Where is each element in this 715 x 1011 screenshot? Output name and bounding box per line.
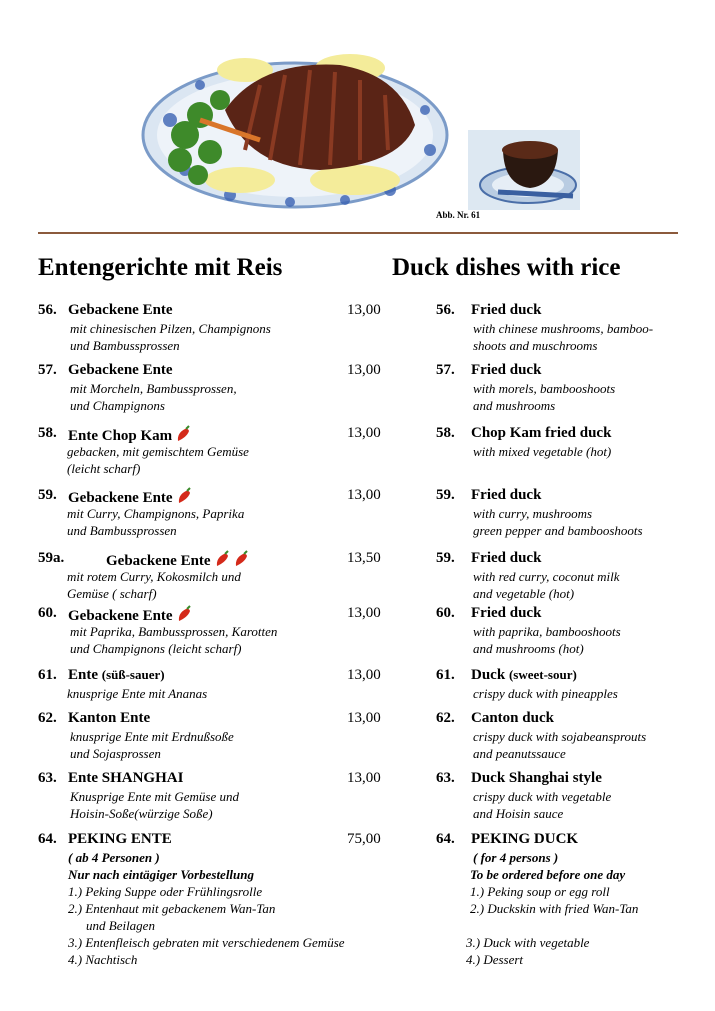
chili-pepper-icon	[176, 605, 192, 623]
item-description: with curry, mushrooms	[473, 506, 593, 521]
item-description: mit rotem Curry, Kokosmilch und	[67, 569, 241, 584]
item-description: Hoisin-Soße(würzige Soße)	[70, 806, 213, 821]
item-description: mit Curry, Champignons, Paprika	[67, 506, 245, 521]
item-description: mit chinesischen Pilzen, Champignons	[70, 321, 271, 336]
item-name	[68, 831, 172, 848]
item-name	[471, 425, 611, 442]
item-number: 60.	[436, 605, 455, 621]
item-name	[68, 487, 192, 507]
item-description: and mushrooms (hot)	[473, 641, 584, 656]
item-description: with chinese mushrooms, bamboo-	[473, 321, 654, 336]
item-number: 56.	[38, 302, 57, 318]
chili-pepper-icon	[176, 487, 192, 505]
item-name-text: Gebackene Ente	[68, 608, 173, 624]
item-name-text: Ente SHANGHAI	[68, 770, 184, 786]
item-name	[471, 302, 541, 319]
item-description: mit Morcheln, Bambussprossen,	[70, 381, 237, 396]
item-name	[68, 302, 173, 319]
item-name	[471, 550, 541, 567]
item-name	[471, 667, 577, 684]
item-name-text: Kanton Ente	[68, 710, 151, 726]
item-number: 56.	[436, 302, 455, 318]
item-name	[68, 605, 192, 625]
item-description: green pepper and bambooshoots	[473, 523, 643, 538]
item-name-text: Ente Chop Kam	[68, 428, 173, 444]
item-name-text: Gebackene Ente	[68, 490, 173, 506]
item-description: Knusprige Ente mit Gemüse und	[70, 789, 239, 804]
item-description: with morels, bambooshoots	[473, 381, 616, 396]
item-price: 13,00	[347, 362, 381, 378]
item-description: knusprige Ente mit Erdnußsoße	[70, 729, 234, 744]
item-description: gebacken, mit gemischtem Gemüse	[67, 444, 249, 459]
item-description: and Hoisin sauce	[473, 806, 564, 821]
item-price: 13,50	[347, 550, 381, 566]
item-number: 59.	[38, 487, 57, 503]
item-price: 13,00	[347, 487, 381, 503]
item-number: 59a.	[38, 550, 65, 566]
sauce-bowl-photo	[468, 130, 580, 210]
item-name	[471, 487, 541, 504]
peking-course-de: 4.) Nachtisch	[68, 952, 138, 967]
item-price: 75,00	[347, 831, 381, 847]
peking-course-de: und Beilagen	[86, 918, 155, 933]
item-number: 57.	[38, 362, 57, 378]
item-number: 62.	[38, 710, 57, 726]
item-number: 61.	[436, 667, 455, 683]
item-description: with mixed vegetable (hot)	[473, 444, 612, 459]
item-number: 63.	[436, 770, 455, 786]
peking-course-en: 1.) Peking soup or egg roll	[470, 884, 610, 899]
item-description: und Champignons	[70, 398, 165, 413]
item-description: (leicht scharf)	[67, 461, 141, 476]
item-name	[68, 770, 183, 787]
item-name	[106, 550, 249, 570]
item-description: Gemüse ( scharf)	[67, 586, 157, 601]
peking-order-en: To be ordered before one day	[470, 867, 626, 882]
item-name	[68, 667, 165, 684]
peking-order-de: Nur nach eintägiger Vorbestellung	[68, 867, 255, 882]
item-number: 60.	[38, 605, 57, 621]
roast-duck-photo	[140, 40, 460, 215]
item-number: 61.	[38, 667, 57, 683]
item-price: 13,00	[347, 302, 381, 318]
item-name-extra: (süß-sauer)	[101, 667, 165, 682]
peking-course-en: 3.) Duck with vegetable	[466, 935, 590, 950]
item-name-text: Ente	[68, 667, 98, 683]
item-description: crispy duck with pineapples	[473, 686, 618, 701]
item-name-text: Fried duck	[471, 487, 542, 503]
item-name-text: PEKING ENTE	[68, 831, 172, 847]
item-name-text: Gebackene Ente	[68, 302, 173, 318]
chili-pepper-icon	[214, 550, 230, 568]
item-name-text: Duck Shanghai style	[471, 770, 602, 786]
item-description: crispy duck with sojabeansprouts	[473, 729, 647, 744]
item-number: 59.	[436, 487, 455, 503]
item-name-text: PEKING DUCK	[471, 831, 579, 847]
item-number: 64.	[38, 831, 57, 847]
item-name	[471, 362, 541, 379]
item-description: with red curry, coconut milk	[473, 569, 620, 584]
peking-course-de: 3.) Entenfleisch gebraten mit verschiedenem Gemüse	[68, 935, 345, 950]
german-heading: Entengerichte mit Reis	[38, 254, 283, 281]
item-number: 58.	[38, 425, 57, 441]
item-description: crispy duck with vegetable	[473, 789, 612, 804]
chili-pepper-icon	[175, 425, 191, 443]
item-name-text: Gebackene Ente	[68, 362, 173, 378]
item-description: knusprige Ente mit Ananas	[67, 686, 208, 701]
item-price: 13,00	[347, 605, 381, 621]
item-number: 63.	[38, 770, 57, 786]
item-number: 62.	[436, 710, 455, 726]
item-name-text: Chop Kam fried duck	[471, 425, 612, 441]
item-number: 64.	[436, 831, 455, 847]
item-description: und Bambussprossen	[67, 523, 177, 538]
item-price: 13,00	[347, 770, 381, 786]
chili-pepper-icon	[233, 550, 249, 568]
peking-persons-de: ( ab 4 Personen )	[68, 850, 160, 865]
divider-rule	[38, 232, 678, 234]
item-name-text: Fried duck	[471, 605, 542, 621]
peking-course-de: 1.) Peking Suppe oder Frühlingsrolle	[68, 884, 263, 899]
item-name-text: Fried duck	[471, 302, 542, 318]
item-name-text: Canton duck	[471, 710, 554, 726]
item-name	[471, 605, 541, 622]
item-description: and peanutssauce	[473, 746, 566, 761]
item-number: 59.	[436, 550, 455, 566]
item-price: 13,00	[347, 425, 381, 441]
item-name	[68, 362, 173, 379]
item-price: 13,00	[347, 667, 381, 683]
peking-course-en: 2.) Duckskin with fried Wan-Tan	[470, 901, 639, 916]
item-name-text: Fried duck	[471, 550, 542, 566]
item-description: mit Paprika, Bambussprossen, Karotten	[70, 624, 278, 639]
item-name	[68, 710, 150, 727]
item-name	[471, 710, 554, 727]
item-description: und Bambussprossen	[70, 338, 180, 353]
item-name-text: Gebackene Ente	[106, 553, 211, 569]
peking-persons-en: ( for 4 persons )	[473, 850, 559, 865]
item-name	[471, 831, 578, 848]
item-price: 13,00	[347, 710, 381, 726]
peking-course-en: 4.) Dessert	[466, 952, 524, 967]
item-description: and mushrooms	[473, 398, 556, 413]
item-description: shoots and muschrooms	[473, 338, 598, 353]
item-name	[68, 425, 191, 445]
item-name-extra: (sweet-sour)	[508, 667, 577, 682]
item-description: und Champignons (leicht scharf)	[70, 641, 242, 656]
item-number: 58.	[436, 425, 455, 441]
peking-course-de: 2.) Entenhaut mit gebackenem Wan-Tan	[68, 901, 276, 916]
item-name	[471, 770, 602, 787]
english-heading: Duck dishes with rice	[392, 254, 621, 281]
item-description: und Sojasprossen	[70, 746, 161, 761]
item-name-text: Fried duck	[471, 362, 542, 378]
item-description: and vegetable (hot)	[473, 586, 575, 601]
item-name-text: Duck	[471, 667, 506, 683]
item-description: with paprika, bambooshoots	[473, 624, 621, 639]
figure-caption: Abb. Nr. 61	[436, 210, 481, 220]
item-number: 57.	[436, 362, 455, 378]
